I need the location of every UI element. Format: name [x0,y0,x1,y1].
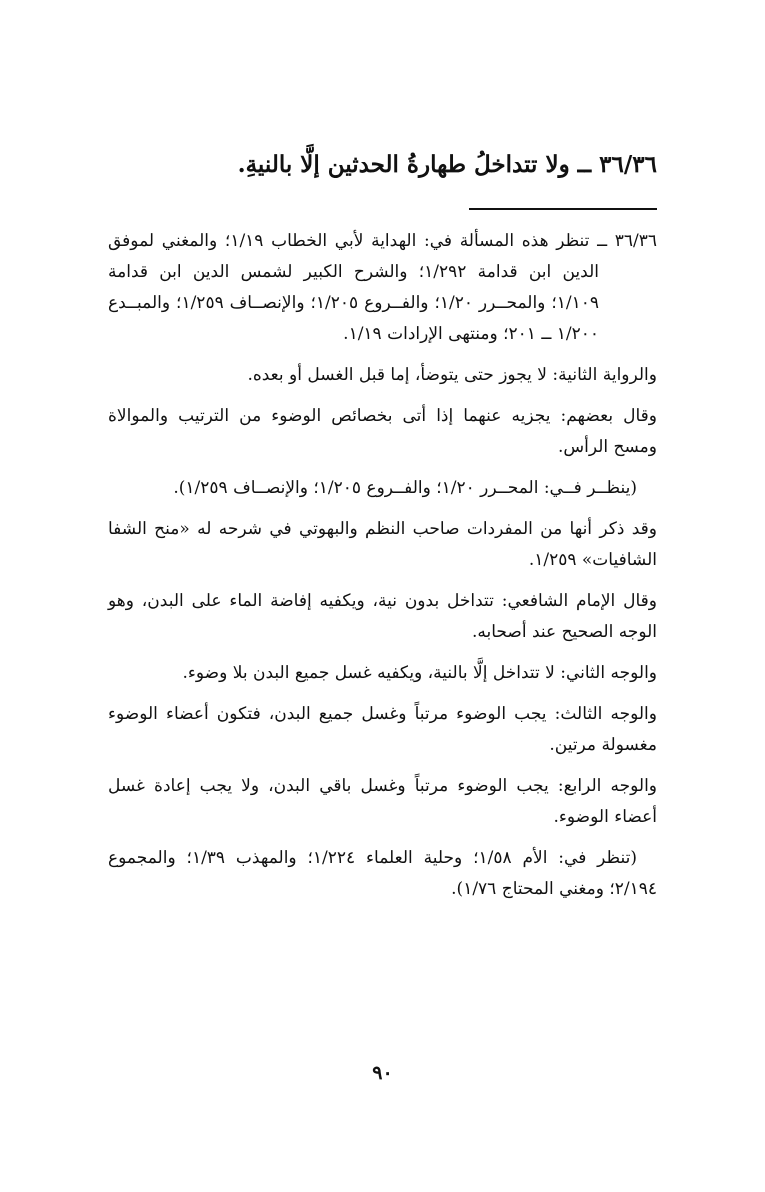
footnote-paragraph: والوجه الثالث: يجب الوضوء مرتباً وغسل جميع البدن، فتكون أعضاء الوضوء مغسولة مرتين. [108,704,657,755]
footnote-paragraph: وقال الإمام الشافعي: تتداخل بدون نية، ويكفيه إفاضة الماء على البدن، وهو الوجه الصحيح عند أصحابه. [108,591,657,642]
footnote-paragraph: والرواية الثانية: لا يجوز حتى يتوضأ، إما قبل الغسل أو بعده. [247,365,657,385]
footnote-paragraph: وقال بعضهم: يجزيه عنهما إذا أتى بخصائص الوضوء من الترتيب والموالاة ومسح الرأس. [108,406,657,457]
footnote-reference: (تنظر في: الأم ١/٥٨؛ وحلية العلماء ١/٢٢٤؛ والمهذب ١/٣٩؛ والمجموع ٢/١٩٤؛ ومغني المحتاج ١/٧٦). [108,848,657,899]
footnote-separator [469,208,657,210]
main-text: ٣٦/٣٦ ــ ولا تتداخلُ طهارةُ الحدثين إلَّا بالنيةِ. [237,151,657,178]
footnote-paragraph: والوجه الثاني: لا تتداخل إلَّا بالنية، ويكفيه غسل جميع البدن بلا وضوء. [182,663,657,683]
footnote-36-36: ٣٦/٣٦ ــ تنظر هذه المسألة في: الهداية لأبي الخطاب ١/١٩؛ والمغني لموفق الدين ابن قدامة ١/٢٩٢؛ والشرح الكبير لشمس الدين ابن قدامة ١/١٠٩؛ والمحــرر ١/٢٠؛ والفــروع ١/٢٠٥؛ والإنصــاف ١/٢٥٩؛ والمبــدع ١/٢٠٠ ــ ٢٠١؛ ومنتهى الإرادات ١/١٩. [108,231,657,344]
footnote-reference: (ينظــر فــي: المحــرر ١/٢٠؛ والفــروع ١/٢٠٥؛ والإنصــاف ١/٢٥٩). [173,478,637,498]
footnotes [108,226,657,915]
footnote-paragraph: والوجه الرابع: يجب الوضوء مرتباً وغسل باقي البدن، ولا يجب إعادة غسل أعضاء الوضوء. [108,776,657,827]
page-number: ٩٠ [372,1062,393,1084]
footnote-paragraph: وقد ذكر أنها من المفردات صاحب النظم والبهوتي في شرحه له «منح الشفا الشافيات» ١/٢٥٩. [108,519,657,570]
